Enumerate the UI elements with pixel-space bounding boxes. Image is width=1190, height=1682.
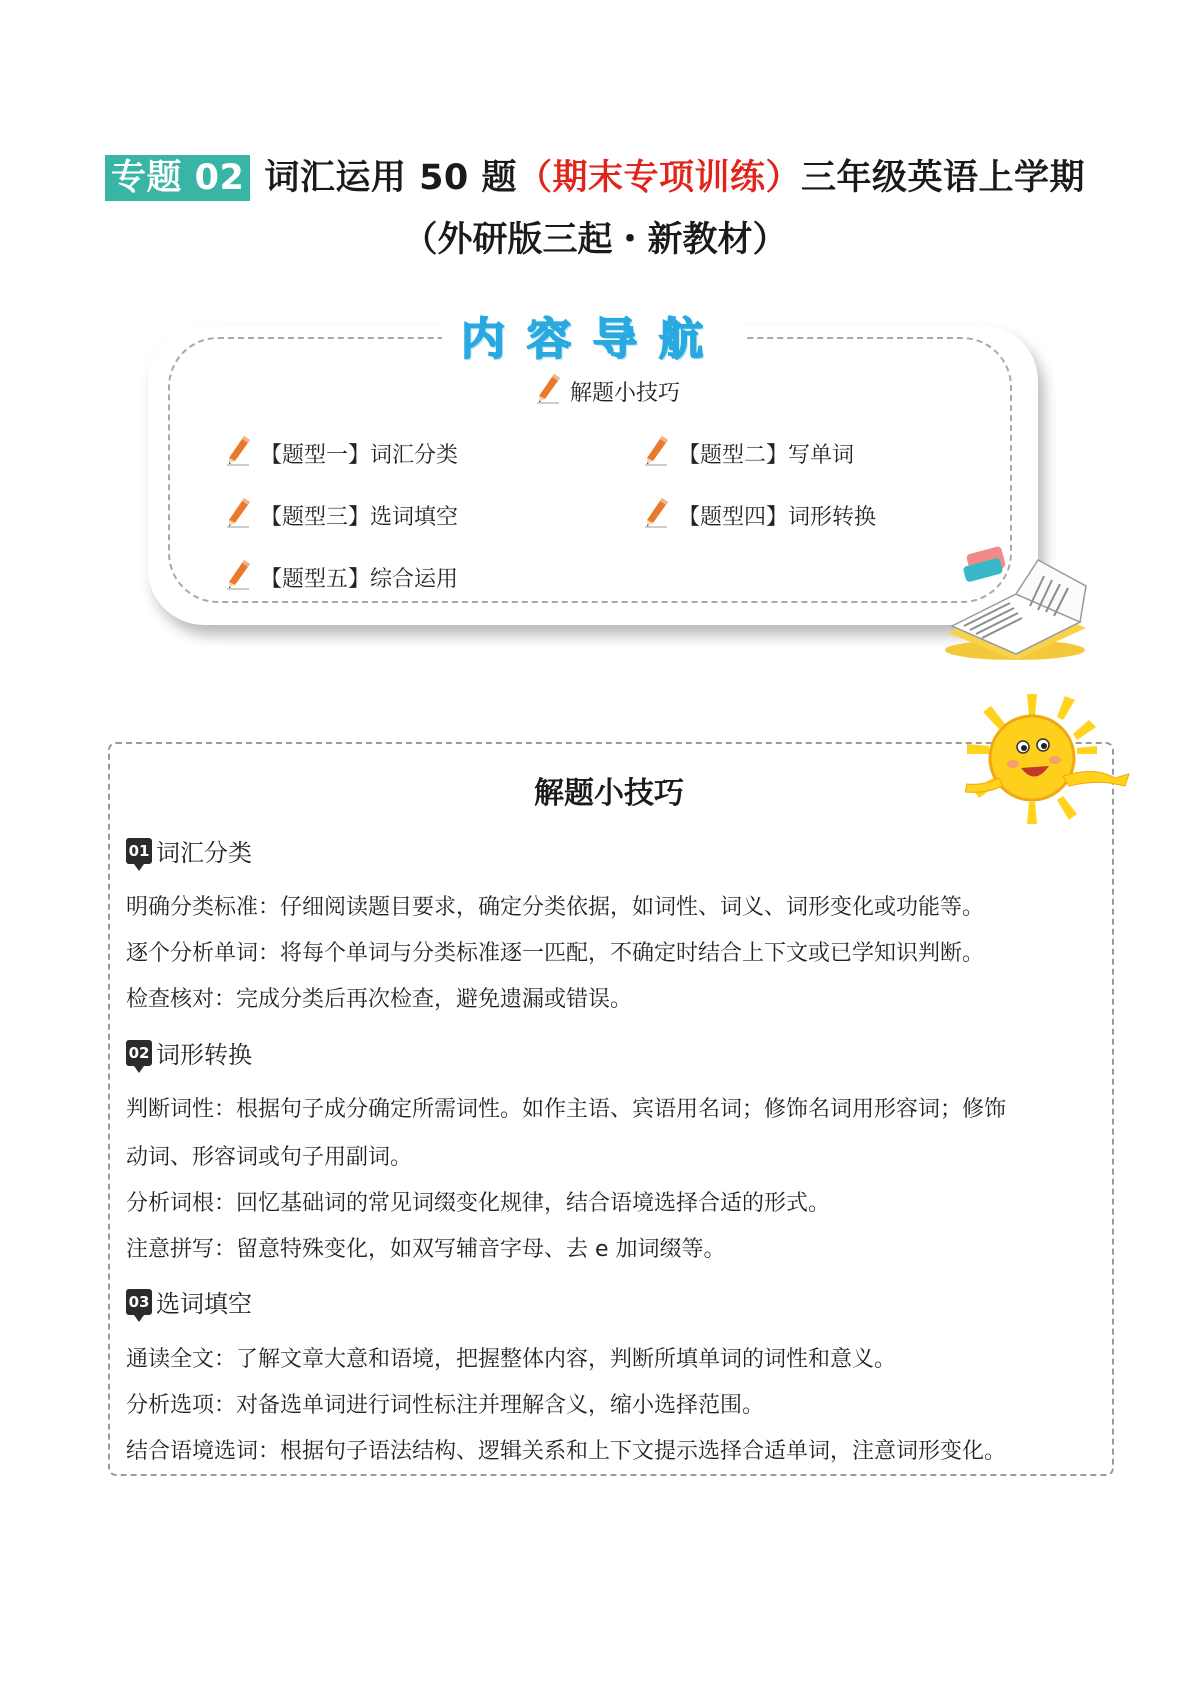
nav-item-label: 【题型四】词形转换: [678, 504, 877, 530]
tip-line: 通读全文：了解文章大意和语境，把握整体内容，判断所填单词的词性和意义。: [126, 1347, 897, 1372]
sun-icon: [965, 690, 1135, 834]
tip-line: 逐个分析单词：将每个单词与分类标准逐一匹配，不确定时结合上下文或已学知识判断。: [126, 941, 985, 966]
pencil-icon: [226, 558, 260, 596]
topic-badge: 专题 02: [105, 155, 250, 201]
title-highlight: （期末专项训练）: [516, 158, 801, 198]
section-heading-03: [126, 1284, 252, 1319]
tip-line: 检查核对：完成分类后再次检查，避免遗漏或错误。: [126, 987, 633, 1012]
pencil-icon: [226, 496, 260, 534]
nav-item-type-3[interactable]: [226, 496, 458, 534]
section-title: 词汇分类: [156, 839, 252, 867]
nav-item-tips[interactable]: [536, 372, 680, 410]
pencil-icon: [644, 496, 678, 534]
section-number-badge: 03: [126, 1289, 152, 1315]
tip-line: 明确分类标准：仔细阅读题目要求，确定分类依据，如词性、词义、词形变化或功能等。: [126, 895, 985, 920]
tip-line: 分析选项：对备选单词进行词性标注并理解含义，缩小选择范围。: [126, 1393, 765, 1418]
tip-line: 判断词性：根据句子成分确定所需词性。如作主语、宾语用名词；修饰名词用形容词；修饰: [126, 1097, 1007, 1122]
section-title: 选词填空: [156, 1290, 252, 1318]
tip-line: 动词、形容词或句子用副词。: [126, 1145, 413, 1170]
nav-item-label: 【题型二】写单词: [678, 442, 855, 468]
nav-item-type-5[interactable]: [226, 558, 458, 596]
pencil-icon: [226, 434, 260, 472]
page-subtitle: （外研版三起・新教材）: [402, 220, 788, 260]
title-grade: 三年级英语上学期: [800, 158, 1085, 198]
content-nav-heading: 内容导航: [461, 314, 725, 365]
pencil-icon: [536, 372, 570, 410]
nav-item-label: 【题型五】综合运用: [260, 566, 459, 592]
tips-title: 解题小技巧: [534, 776, 684, 811]
nav-item-label: 解题小技巧: [570, 380, 681, 406]
nav-item-type-1[interactable]: [226, 434, 458, 472]
section-title: 词形转换: [156, 1041, 252, 1069]
nav-item-label: 【题型三】选词填空: [260, 504, 459, 530]
section-heading-01: [126, 833, 252, 868]
page-title: [0, 150, 1190, 201]
nav-item-type-4[interactable]: [644, 496, 876, 534]
book-icon: [940, 538, 1090, 667]
section-number-badge: 01: [126, 838, 152, 864]
nav-item-label: 【题型一】词汇分类: [260, 442, 459, 468]
tip-line: 注意拼写：留意特殊变化，如双写辅音字母、去 e 加词缀等。: [126, 1237, 726, 1262]
tip-line: 分析词根：回忆基础词的常见词缀变化规律，结合语境选择合适的形式。: [126, 1191, 831, 1216]
section-number-badge: 02: [126, 1040, 152, 1066]
tip-line: 结合语境选词：根据句子语法结构、逻辑关系和上下文提示选择合适单词，注意词形变化。: [126, 1439, 1007, 1464]
pencil-icon: [644, 434, 678, 472]
section-heading-02: [126, 1035, 252, 1070]
title-main: 词汇运用 50 题: [264, 158, 517, 198]
nav-item-type-2[interactable]: [644, 434, 854, 472]
